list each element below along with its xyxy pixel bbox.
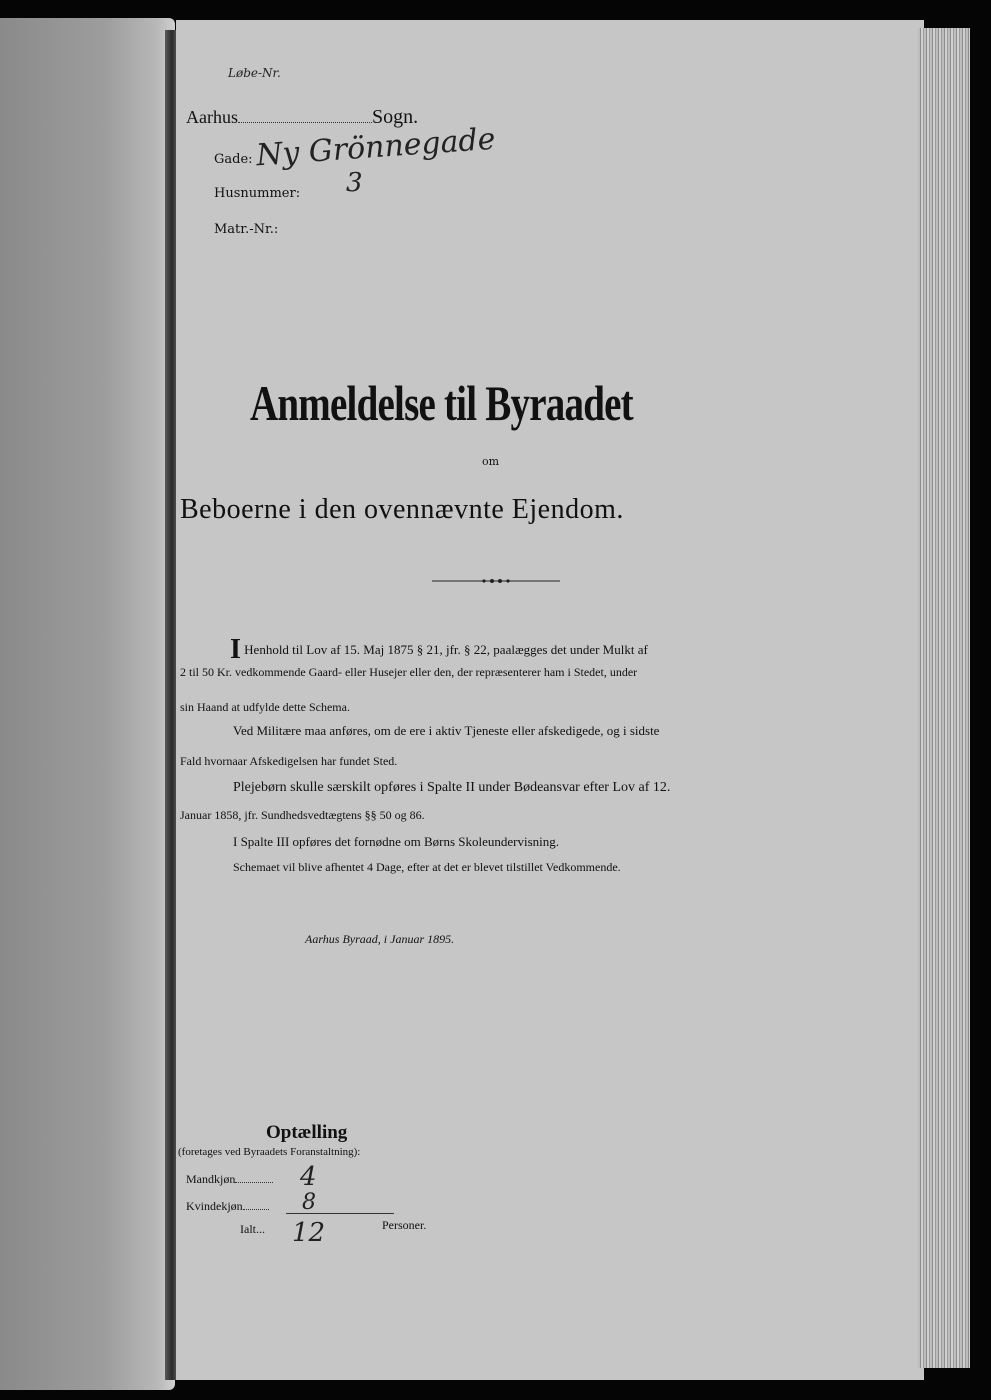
document-title: Anmeldelse til Byraadet	[250, 375, 633, 431]
total-value: 12	[292, 1218, 326, 1248]
parish-suffix: Sogn.	[372, 106, 419, 128]
sum-rule	[286, 1213, 394, 1214]
house-number-label: Husnummer:	[214, 186, 301, 201]
document-subtitle: Beboerne i den ovennævnte Ejendom.	[180, 494, 624, 525]
total-dots: ...	[256, 1222, 265, 1236]
p1-line1-text: Henhold til Lov af 15. Maj 1875 § 21, jfr. § 22, paalægges det under Mulkt af	[244, 642, 648, 657]
parish-dotted-line	[238, 122, 372, 123]
male-value: 4	[300, 1162, 317, 1192]
paragraph-4-line-1: I Spalte III opføres det fornødne om Børns Skoleundervisning.	[233, 834, 560, 849]
ornament-divider	[432, 576, 560, 586]
male-row	[186, 1172, 273, 1187]
female-value: 8	[302, 1190, 316, 1215]
paragraph-1-line-1	[230, 634, 648, 666]
total-label: Ialt	[240, 1222, 256, 1236]
total-row	[240, 1222, 265, 1237]
female-label: Kvindekjøn	[186, 1199, 243, 1213]
paragraph-initial: I	[230, 634, 241, 665]
signature: Aarhus Byraad, i Januar 1895.	[305, 932, 455, 946]
street-value: Ny Grönnegade	[255, 121, 497, 174]
page-edges	[918, 28, 970, 1368]
count-title: Optælling	[266, 1122, 348, 1143]
parish-prefix: Aarhus	[186, 107, 238, 127]
paragraph-3-line-1: Plejebørn skulle særskilt opføres i Spalte II under Bødeansvar efter Lov af 12.	[233, 780, 671, 795]
female-dots	[243, 1209, 269, 1210]
paragraph-2-line-2: Fald hvornaar Afskedigelsen har fundet Sted.	[180, 754, 398, 768]
house-number-value: 3	[346, 168, 363, 198]
persons-label: Personer.	[382, 1218, 427, 1232]
female-row	[186, 1199, 269, 1214]
parish-line	[186, 106, 418, 129]
street-label: Gade:	[214, 152, 253, 167]
paragraph-2-line-1: Ved Militære maa anføres, om de ere i aktiv Tjeneste eller afskedigede, og i sidste	[233, 723, 660, 738]
male-label: Mandkjøn	[186, 1172, 236, 1186]
count-note: (foretages ved Byraadets Foranstaltning):	[178, 1146, 361, 1158]
paragraph-3-line-2: Januar 1858, jfr. Sundhedsvedtægtens §§ 50 og 86.	[180, 808, 425, 822]
matr-label: Matr.-Nr.:	[214, 222, 279, 237]
left-page	[0, 18, 175, 1390]
paragraph-1-line-2: 2 til 50 Kr. vedkommende Gaard- eller Husejer eller den, der repræsenterer ham i Stedet, under	[180, 665, 638, 679]
paragraph-5-line-1: Schemaet vil blive afhentet 4 Dage, efter at det er blevet tilstillet Vedkommende.	[233, 860, 621, 874]
male-dots	[235, 1182, 273, 1183]
lobe-nr-label: Løbe-Nr.	[228, 66, 281, 80]
title-om: om	[482, 455, 500, 468]
paragraph-1-line-3: sin Haand at udfylde dette Schema.	[180, 700, 350, 714]
